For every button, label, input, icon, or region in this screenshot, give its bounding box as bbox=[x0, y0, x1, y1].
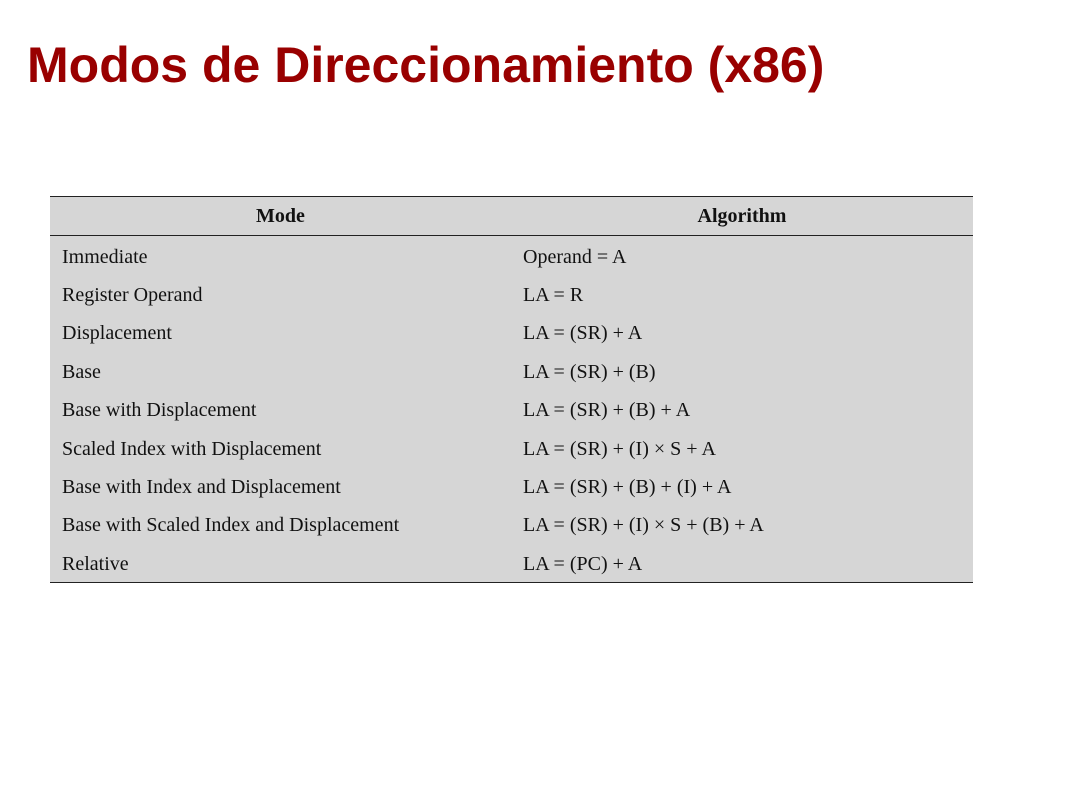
mode-cell: Immediate bbox=[62, 245, 148, 268]
algorithm-cell: LA = (SR) + (B) + (I) + A bbox=[523, 476, 732, 499]
algorithm-cell: Operand = A bbox=[523, 245, 627, 268]
table-row bbox=[50, 545, 973, 583]
algorithm-cell: LA = (SR) + (B) + A bbox=[523, 399, 691, 422]
table-row bbox=[50, 392, 973, 430]
algorithm-cell: LA = R bbox=[523, 284, 584, 307]
algorithm-cell: LA = (SR) + A bbox=[523, 322, 643, 345]
addressing-modes-table bbox=[50, 196, 973, 583]
algorithm-cell: LA = (SR) + (B) bbox=[523, 360, 656, 383]
header-row bbox=[50, 197, 973, 236]
mode-cell: Base with Displacement bbox=[62, 399, 257, 422]
table-row bbox=[50, 507, 973, 545]
mode-cell: Scaled Index with Displacement bbox=[62, 437, 322, 460]
algorithm-cell: LA = (PC) + A bbox=[523, 552, 643, 575]
table-row bbox=[50, 236, 973, 277]
table-row bbox=[50, 276, 973, 314]
header-mode: Mode bbox=[50, 197, 511, 236]
table-row bbox=[50, 468, 973, 506]
mode-cell: Base with Index and Displacement bbox=[62, 476, 341, 499]
algorithm-cell: LA = (SR) + (I) × S + A bbox=[523, 437, 716, 460]
mode-cell: Register Operand bbox=[62, 284, 203, 307]
table-header bbox=[50, 197, 973, 236]
table bbox=[50, 197, 973, 584]
mode-cell: Base with Scaled Index and Displacement bbox=[62, 514, 400, 537]
table-body bbox=[50, 236, 973, 584]
mode-cell: Base bbox=[62, 360, 101, 383]
algorithm-cell: LA = (SR) + (I) × S + (B) + A bbox=[523, 514, 764, 537]
table-row bbox=[50, 353, 973, 391]
header-algorithm: Algorithm bbox=[511, 197, 973, 236]
slide-title: Modos de Direccionamiento (x86) bbox=[27, 37, 825, 93]
mode-cell: Relative bbox=[62, 552, 129, 575]
mode-cell: Displacement bbox=[62, 322, 172, 345]
table-row bbox=[50, 315, 973, 353]
table-row bbox=[50, 430, 973, 468]
